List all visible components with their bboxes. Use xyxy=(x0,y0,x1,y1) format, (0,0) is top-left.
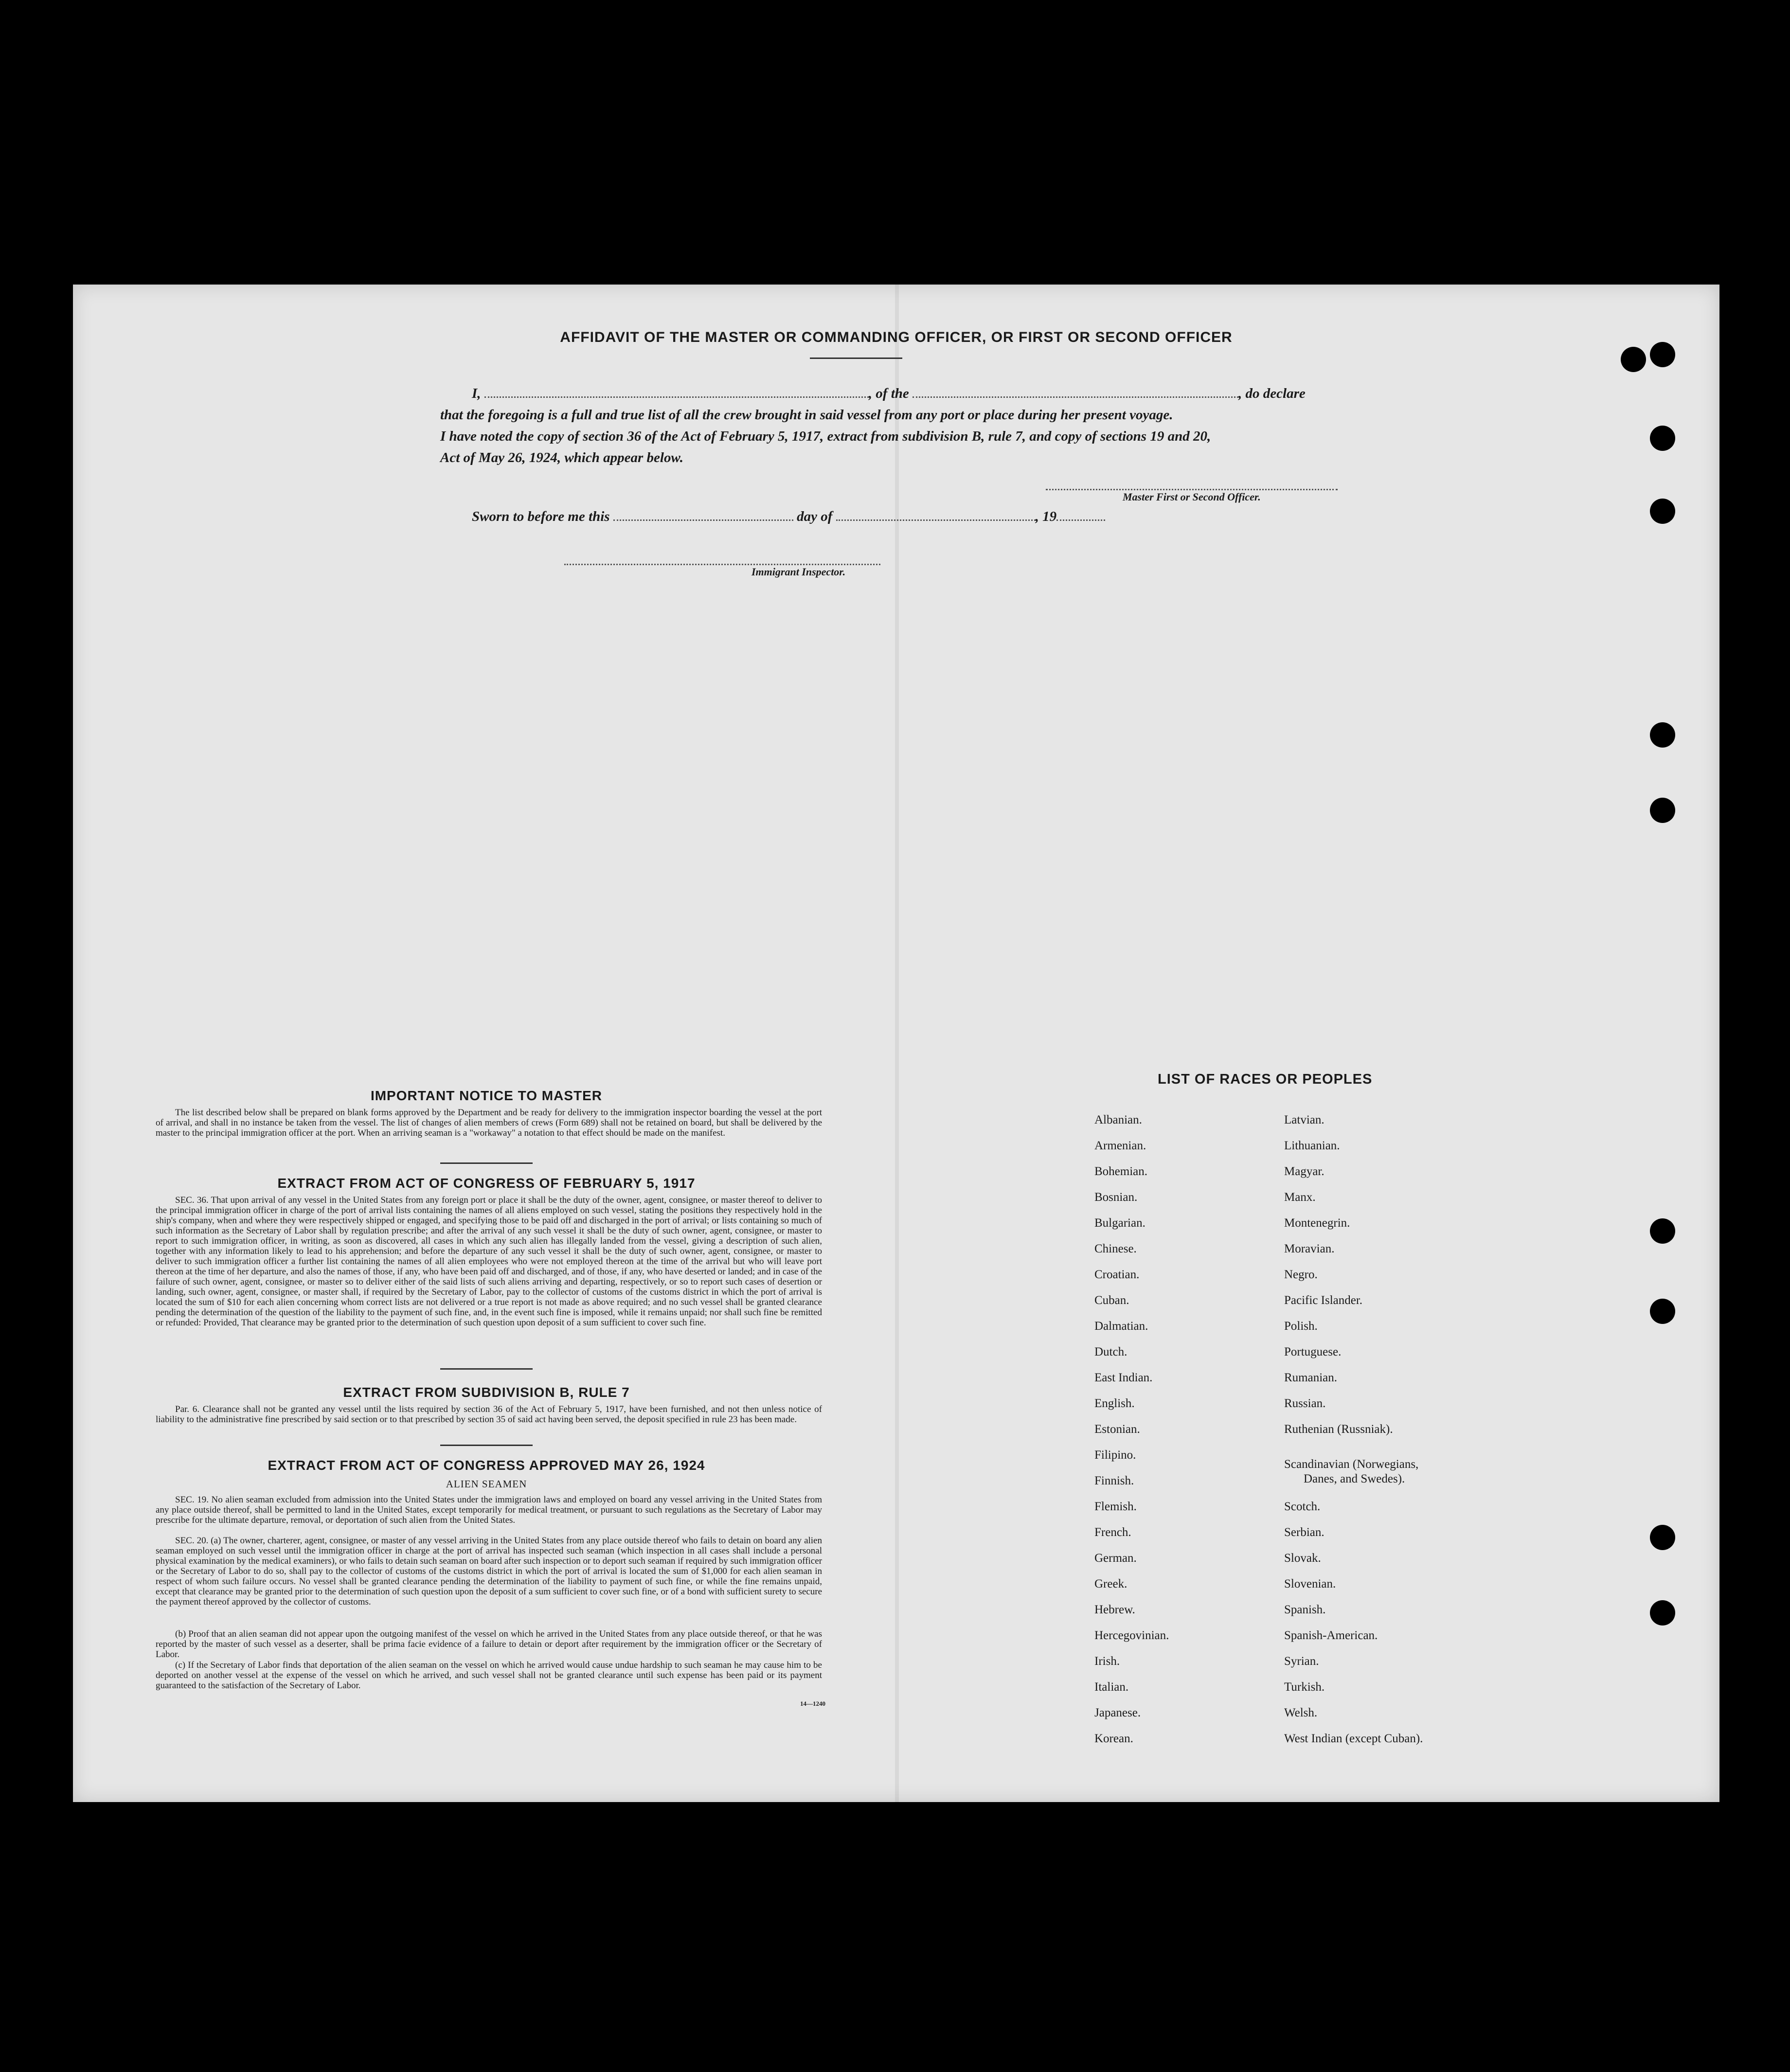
vessel-blank[interactable] xyxy=(913,386,1238,398)
race-item: Finnish. xyxy=(1094,1474,1134,1487)
race-item: Flemish. xyxy=(1094,1500,1137,1513)
notice-text: The list described below shall be prepared on blank forms approved by the Department and be ready for delivery to the immigration inspector boarding the vessel at the port of arrival, and shall in no instance be taken from the vessel. The list of changes of alien members of crews (Form 689) shall not be retained on board, but shall be delivered by the master to the principal immigration officer at the port. When an arriving seaman is a "workaway" a notation to that effect should be made on the manifest. xyxy=(156,1107,822,1138)
extract-1917-text: SEC. 36. That upon arrival of any vessel in the United States from any foreign port or place it shall be the duty of the owner, agent, consignee, or master thereof to deliver to the principal immigration officer in charge of the port of arrival lists containing the names of all aliens employed on such vessel, stating the positions they respectively hold in the ship's company, when and where they were respectively shipped or engaged, and specifying those to be paid off and discharged in the port of arrival; or lists containing so much of such information as the Secretary of Labor shall by regulation prescribe; and after the arrival of any such vessel it shall be the duty of such owner, agent, consignee, or master to report to such immigration officer, in writing, as soon as discovered, all cases in which any such alien has illegally landed from the vessel, giving a description of such alien, together with any information likely to lead to his apprehension; and before the departure of any such vessel it shall be the duty of such owner, agent, consignee, or master to deliver to such immigration officer a further list containing the names of all alien employees who were not employed thereon at the time of the arrival but who will leave port thereon at the time of her departure, and also the names of those, if any, who have been paid off and discharged, and of those, if any, who have deserted or landed; and in case of the failure of such owner, agent, consignee, or master so to deliver either of the said lists of such aliens arriving and departing, respectively, or so to report such cases of desertion or landing, such owner, agent, consignee, or master shall, if required by the Secretary of Labor, pay to the collector of customs of the customs district in which the port of arrival is located the sum of $10 for each alien concerning whom correct lists are not delivered or a true report is not made as above required; and no such vessel shall be granted clearance pending the determination of the question of the liability to the payment of such fine, and, in the event such fine is imposed, while it remains unpaid; nor shall such fine be remitted or refunded: Provided, That clearance may be granted prior to the determination of such question upon deposit of a sum sufficient to cover such fine. xyxy=(156,1195,822,1328)
divider xyxy=(440,1162,533,1164)
race-item: West Indian (except Cuban). xyxy=(1284,1732,1423,1745)
race-item: Bulgarian. xyxy=(1094,1216,1146,1230)
extract-1924-title: EXTRACT FROM ACT OF CONGRESS APPROVED MAY 26, 1924 xyxy=(268,1458,705,1473)
form-sheet xyxy=(73,285,1719,1802)
sec-20c-text: (c) If the Secretary of Labor finds that deportation of the alien seaman on the vessel on which he arrived would cause undue hardship to such seaman he may cause him to be deported on another vessel at the expense of the vessel on which he arrived, and such vessel shall not be granted clearance until such expense has been paid or its payment guaranteed to the satisfaction of the Secretary of Labor. xyxy=(156,1660,822,1691)
affidavit-line-3: I have noted the copy of section 36 of the Act of February 5, 1917, extract from subdivision B, rule 7, and copy of sections 19 and 20, xyxy=(440,429,1211,444)
race-item: East Indian. xyxy=(1094,1371,1153,1384)
notice-title: IMPORTANT NOTICE TO MASTER xyxy=(370,1088,603,1103)
race-item: Russian. xyxy=(1284,1397,1326,1410)
day-of-text: day of xyxy=(797,509,833,524)
binder-hole xyxy=(1650,1525,1675,1550)
affidavit-i: I, xyxy=(472,386,481,401)
race-item: Manx. xyxy=(1284,1191,1316,1204)
race-item: Bohemian. xyxy=(1094,1165,1148,1178)
race-item: Estonian. xyxy=(1094,1423,1140,1436)
affidavit-line-2: that the foregoing is a full and true list of all the crew brought in said vessel from any port or place during her present voyage. xyxy=(440,407,1173,423)
race-item: Syrian. xyxy=(1284,1655,1319,1668)
race-item: Armenian. xyxy=(1094,1139,1146,1152)
rule7-text: Par. 6. Clearance shall not be granted any vessel until the lists required by section 36 of the Act of February 5, 1917, have been furnished, and not then unless notice of liability to the administrative fine prescribed by said section or to that prescribed by section 35 of said act having been served, the deposit specified in rule 23 has been made. xyxy=(156,1404,822,1425)
race-item: Magyar. xyxy=(1284,1165,1325,1178)
race-item: Negro. xyxy=(1284,1268,1318,1281)
race-item: Bosnian. xyxy=(1094,1191,1138,1204)
month-blank[interactable] xyxy=(836,509,1036,521)
race-item: Montenegrin. xyxy=(1284,1216,1350,1230)
race-item-continuation: Danes, and Swedes). xyxy=(1304,1472,1405,1485)
inspector-signature-blank[interactable] xyxy=(564,553,880,565)
divider xyxy=(440,1368,533,1370)
race-item: Croatian. xyxy=(1094,1268,1140,1281)
binder-hole xyxy=(1621,347,1646,372)
race-item: Japanese. xyxy=(1094,1706,1141,1719)
race-item: Scotch. xyxy=(1284,1500,1321,1513)
affidavit-title: AFFIDAVIT OF THE MASTER OR COMMANDING OFFICER, OR FIRST OR SECOND OFFICER xyxy=(560,329,1233,345)
race-item: Filipino. xyxy=(1094,1448,1136,1462)
race-item: Welsh. xyxy=(1284,1706,1318,1719)
divider xyxy=(440,1445,533,1446)
rule7-title: EXTRACT FROM SUBDIVISION B, RULE 7 xyxy=(343,1385,630,1400)
race-item: Albanian. xyxy=(1094,1113,1142,1126)
race-item: Hercegovinian. xyxy=(1094,1629,1169,1642)
binder-hole xyxy=(1650,499,1675,524)
race-item: Polish. xyxy=(1284,1320,1318,1333)
race-item: Rumanian. xyxy=(1284,1371,1338,1384)
race-item: Greek. xyxy=(1094,1577,1128,1590)
race-item: Scandinavian (Norwegians, xyxy=(1284,1458,1419,1471)
race-item: Italian. xyxy=(1094,1680,1129,1694)
extract-1917-title: EXTRACT FROM ACT OF CONGRESS OF FEBRUARY 5, 1917 xyxy=(277,1176,696,1191)
race-item: Pacific Islander. xyxy=(1284,1294,1363,1307)
sworn-line xyxy=(472,506,1250,527)
race-item: Slovenian. xyxy=(1284,1577,1336,1590)
binder-hole xyxy=(1650,722,1675,748)
race-item: Dalmatian. xyxy=(1094,1320,1148,1333)
race-item: Ruthenian (Russniak). xyxy=(1284,1423,1393,1436)
master-signature-label: Master First or Second Officer. xyxy=(1123,491,1261,503)
race-item: Dutch. xyxy=(1094,1345,1128,1358)
sec-19-text: SEC. 19. No alien seaman excluded from admission into the United States under the immigration laws and employed on board any vessel arriving in the United States from any place outside thereof, shall be permitted to land in the United States, except temporarily for medical treatment, or pursuant to such regulations as the Secretary of Labor may prescribe for the ultimate departure, removal, or deportation of such alien from the United States. xyxy=(156,1495,822,1525)
race-item: Spanish-American. xyxy=(1284,1629,1378,1642)
race-item: Chinese. xyxy=(1094,1242,1137,1255)
affidavit-declare: , do declare xyxy=(1238,386,1306,401)
year-blank[interactable] xyxy=(1056,509,1105,521)
race-item: German. xyxy=(1094,1552,1137,1565)
binder-hole xyxy=(1650,1218,1675,1244)
affidavit-of: , of the xyxy=(868,386,909,401)
race-item: Latvian. xyxy=(1284,1113,1325,1126)
divider xyxy=(810,357,902,359)
affidavit-line-1 xyxy=(472,383,1425,404)
race-item: Hebrew. xyxy=(1094,1603,1135,1616)
sec-20a-text: SEC. 20. (a) The owner, charterer, agent, consignee, or master of any vessel arriving in the United States from any place outside thereof who fails to detain on board any alien seaman employed on such vessel until the immigration officer in charge at the port of arrival has inspected such seaman (which inspection in all cases shall include a personal physical examination by the medical examiners), or who fails to detain such seaman on board after such inspection or to deport such seaman if required by such immigration officer or the Secretary of Labor to do so, shall pay to the collector of customs of the customs district in which the port of arrival is located the sum of $1,000 for each alien seaman in respect of whom such failure occurs. No vessel shall be granted clearance pending the determination of the liability to payment of such fine, or while the fine remains unpaid, except that clearance may be granted prior to the determination of such question upon the deposit of a sum sufficient to cover such fine, or of a bond with sufficient surety to secure the payment thereof approved by the collector of customs. xyxy=(156,1536,822,1607)
year-text: , 19 xyxy=(1035,509,1057,524)
race-item: Serbian. xyxy=(1284,1526,1325,1539)
race-item: Portuguese. xyxy=(1284,1345,1342,1358)
race-item: Korean. xyxy=(1094,1732,1133,1745)
name-blank[interactable] xyxy=(484,386,869,398)
day-blank[interactable] xyxy=(613,509,793,521)
inspector-signature-label: Immigrant Inspector. xyxy=(752,566,846,578)
race-item: Turkish. xyxy=(1284,1680,1325,1694)
race-item: French. xyxy=(1094,1526,1131,1539)
form-number: 14—1240 xyxy=(800,1700,825,1707)
affidavit-line-4: Act of May 26, 1924, which appear below. xyxy=(440,450,683,465)
race-item: Spanish. xyxy=(1284,1603,1326,1616)
binder-hole xyxy=(1650,426,1675,451)
race-item: Lithuanian. xyxy=(1284,1139,1340,1152)
race-item: Moravian. xyxy=(1284,1242,1335,1255)
race-item: Irish. xyxy=(1094,1655,1120,1668)
race-item: English. xyxy=(1094,1397,1135,1410)
extract-1924-subtitle: ALIEN SEAMEN xyxy=(446,1478,527,1490)
sec-20b-text: (b) Proof that an alien seaman did not appear upon the outgoing manifest of the vessel on which he arrived in the United States from any place outside thereof, or that he was reported by the master of such vessel as a deserter, shall be prima facie evidence of a failure to detain or deport after requirement by the immigration officer or the Secretary of Labor. xyxy=(156,1629,822,1660)
binder-hole xyxy=(1650,798,1675,823)
master-signature-blank[interactable] xyxy=(1046,478,1338,490)
race-item: Slovak. xyxy=(1284,1552,1321,1565)
races-title: LIST OF RACES OR PEOPLES xyxy=(1158,1072,1373,1087)
sworn-text: Sworn to before me this xyxy=(472,509,610,524)
binder-hole xyxy=(1650,1600,1675,1625)
race-item: Cuban. xyxy=(1094,1294,1129,1307)
binder-hole xyxy=(1650,1299,1675,1324)
